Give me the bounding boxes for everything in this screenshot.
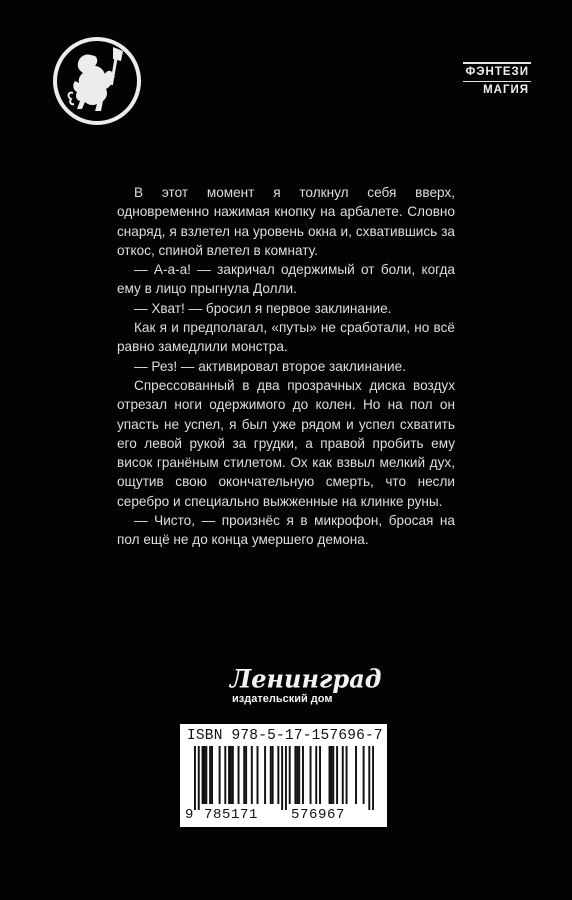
barcode-bar: [329, 746, 331, 804]
barcode-bar: [238, 746, 240, 804]
barcode-bar: [281, 746, 283, 810]
barcode-bar: [198, 746, 200, 810]
barcode-bar: [363, 746, 365, 804]
book-excerpt: [117, 183, 455, 550]
excerpt-paragraph: — Чисто, — произнёс я в микрофон, бросая на пол ещё не до конца умершего демона.: [117, 513, 455, 548]
barcode-bar: [310, 746, 312, 804]
barcode-bar: [277, 746, 279, 804]
barcode-bar: [194, 746, 196, 810]
publisher-name: Ленинград: [230, 663, 382, 694]
barcode-bar: [251, 746, 253, 804]
excerpt-paragraph: Спрессованный в два прозрачных диска воздух отрезал ноги одержимого до колен. Но на пол он упасть не успел, я был уже рядом и успел схватить его левой рукой за грудки, а правой пробить ему висок гранёным стилетом. Ох как взвыл мелкий дух, ощутив свою окончательную смерть, что несли серебро и специально выжженные на клинке руны.: [117, 377, 455, 509]
excerpt-paragraph: Как я и предполагал, «путы» не сработали, но всё равно замедлили монстра.: [117, 320, 455, 355]
barcode-bar: [298, 746, 300, 804]
barcode-bars: [194, 746, 374, 810]
barcode-bar: [203, 746, 205, 804]
barcode-bar: [285, 746, 287, 810]
barcode-bar: [230, 746, 232, 804]
barcode-bar: [296, 746, 298, 804]
barcode-bar: [224, 746, 226, 804]
isbn-barcode: [180, 724, 387, 827]
barcode-bar: [319, 746, 321, 804]
barcode-bar: [355, 746, 357, 804]
genre-labels: [463, 62, 531, 97]
barcode-bar: [202, 746, 204, 804]
publisher-logo: [226, 663, 382, 724]
barcode-bar: [315, 746, 317, 804]
ean-first-digit: 9: [185, 807, 194, 823]
barcode-bar: [346, 746, 348, 804]
barcode-bar: [219, 746, 221, 804]
excerpt-paragraph: В этот момент я толкнул себя вверх, одновременно нажимая кнопку на арбалете. Словно снаряд, я взлетел на уровень окна и, схватившись за откос, спиной влетел в комнату.: [117, 185, 455, 258]
barcode-bar: [302, 746, 304, 804]
barcode-bar: [368, 746, 370, 810]
barcode-bar: [270, 746, 272, 804]
barcode-bar: [264, 746, 266, 804]
ean-left-digits: 785171: [204, 807, 259, 823]
publisher-tagline: издательский дом: [232, 693, 333, 705]
lion-rampant-with-axe-icon: [51, 35, 143, 127]
barcode-bar: [294, 746, 296, 804]
excerpt-paragraph: — Хват! — бросил я первое заклинание.: [134, 300, 392, 316]
barcode-bar: [330, 746, 332, 804]
barcode-bar: [209, 746, 211, 804]
barcode-bar: [232, 746, 234, 804]
ean-right-digits: 576967: [291, 807, 346, 823]
barcode-bar: [342, 746, 344, 804]
genre-magic: МАГИЯ: [483, 84, 529, 96]
barcode-bar: [243, 746, 245, 804]
barcode-bar: [272, 746, 274, 804]
barcode-bar: [257, 746, 259, 804]
barcode-bar: [289, 746, 291, 804]
excerpt-paragraph: — Рез! — активировал второе заклинание.: [134, 358, 406, 374]
isbn-label: ISBN 978-5-17-157696-7: [187, 728, 383, 744]
barcode-bar: [336, 746, 338, 804]
barcode-bar: [332, 746, 334, 804]
barcode-bar: [228, 746, 230, 804]
excerpt-paragraph: — А-а-а! — закричал одержимый от боли, когда ему в лицо прыгнула Долли.: [117, 262, 455, 297]
barcode-bar: [372, 746, 374, 810]
barcode-bar: [245, 746, 247, 804]
genre-fantasy: ФЭНТЕЗИ: [463, 64, 531, 82]
barcode-bar: [205, 746, 207, 804]
barcode-bar: [211, 746, 213, 804]
